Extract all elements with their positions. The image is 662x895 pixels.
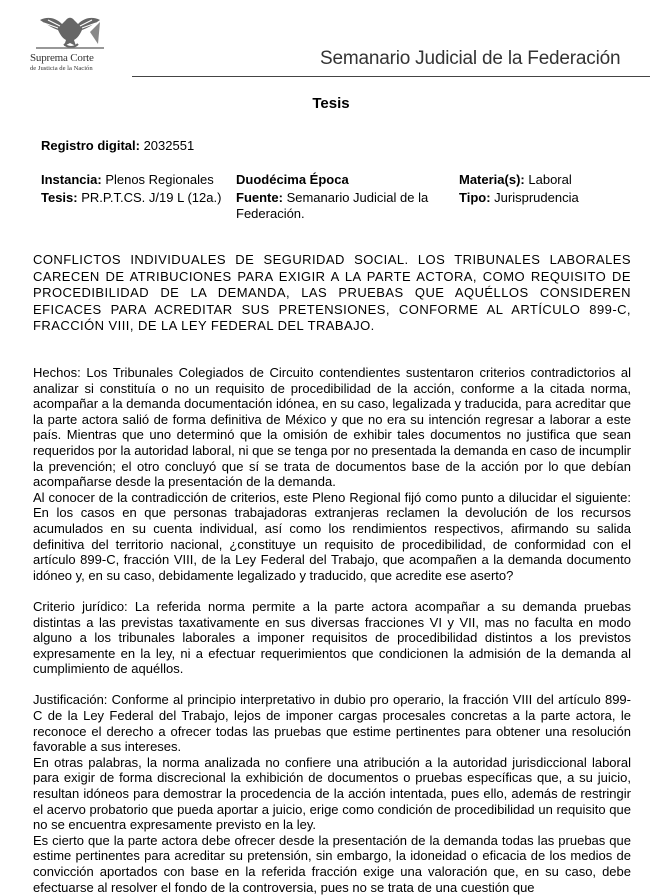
instancia-field: [41, 172, 231, 188]
rubro-line: PROCEDIBILIDAD DE LA DEMANDA, LAS PRUEBAS QUE AQUÉLLOS CONSIDEREN: [33, 285, 631, 300]
document-type-heading: Tesis: [312, 95, 350, 112]
fuente-field: [236, 190, 451, 222]
registro-digital: [41, 138, 194, 153]
eagle-emblem-icon: [34, 14, 106, 52]
tesis-value: PR.P.T.CS. J/19 L (12a.): [81, 190, 222, 205]
otras-paragraph: En otras palabras, la norma analizada no confiere una atribución a la autoridad jurisdiccional laboral para exigir de forma discrecional la exhibición de documentos o pruebas específicas que, a su juicio, resultan idóneos para demostrar la procedencia de la acción intentada, pues ello, además de restringir el acervo probatorio que pueda aportar a juicio, erige como condición de procedibilidad un requisito que no se encuentra expresamente previsto en la ley.: [33, 754, 631, 833]
cierto-paragraph: Es cierto que la parte actora debe ofrecer desde la presentación de la demanda todas las pruebas que estime pertinentes para acreditar su pretensión, sin embargo, la idoneidad o eficacia de los medios de convicción aportados con base en la referida fracción exige una valoración que, en su caso, debe efectuarse al resolver el fondo de la controversia, pues no se trata de una cuestión que: [33, 832, 631, 895]
materia-value: Laboral: [528, 172, 572, 187]
rubro-heading: [33, 252, 631, 318]
registro-value: 2032551: [143, 138, 195, 153]
materia-field: [459, 172, 654, 188]
logo-line-2: de Justicia de la Nación: [30, 65, 93, 72]
epoca-field: [236, 172, 451, 188]
rubro-heading-last-line: FRACCIÓN VIII, DE LA LEY FEDERAL DEL TRABAJO.: [33, 318, 375, 333]
tesis-field: [41, 190, 231, 206]
page-header: [0, 0, 662, 82]
registro-label: Registro digital:: [41, 138, 140, 153]
rubro-line: CONFLICTOS INDIVIDUALES DE SEGURIDAD SOCIAL. LOS TRIBUNALES LABORALES: [33, 252, 631, 267]
scjn-logo: [30, 14, 110, 76]
instancia-label: Instancia:: [41, 172, 102, 187]
thesis-body: [33, 365, 631, 895]
criterio-paragraph: Criterio jurídico: La referida norma permite a la parte actora acompañar a su demanda pruebas distintas a las previstas taxativamente en sus diversas fracciones VI y VII, mas no faculta en modo alguno a los tribunales laborales a imponer requisitos de procedibilidad distintos a los previstos expresamente en la ley, ni a efectuar requerimientos que condicionen la admisión de la demanda al cumplimiento de aquéllos.: [33, 598, 631, 677]
tipo-value: Jurisprudencia: [494, 190, 579, 205]
materia-label: Materia(s):: [459, 172, 525, 187]
rubro-line: CARECEN DE ATRIBUCIONES PARA EXIGIR A LA PARTE ACTORA, COMO REQUISITO DE: [33, 268, 631, 284]
epoca-value: Duodécima Época: [236, 172, 349, 187]
logo-line-1: Suprema Corte: [30, 52, 94, 64]
tesis-label: Tesis:: [41, 190, 78, 205]
fuente-value: Semanario Judicial de la Federación.: [236, 190, 429, 221]
rubro-line: EFICACES PARA ACREDITAR SUS PRETENSIONES, CONFORME AL ARTÍCULO 899-C,: [33, 301, 631, 317]
fuente-label: Fuente:: [236, 190, 283, 205]
justificacion-paragraph: Justificación: Conforme al principio interpretativo in dubio pro operario, la fracción VIII del artículo 899-C de la Ley Federal del Trabajo, lejos de imponer cargas procesales concretas a la parte actora, le reconoce el derecho a ofrecer todas las pruebas que estime pertinentes para obtener una resolución favorable a sus intereses.: [33, 692, 631, 755]
tipo-field: [459, 190, 654, 206]
punto-paragraph: Al conocer de la contradicción de criterios, este Pleno Regional fijó como punto a dilucidar el siguiente: En los casos en que personas trabajadoras extranjeras reclamen la devolución de los recursos acumulados en su cuenta individual, así como los rendimientos respectivos, afirmando su salida definitiva del territorio nacional, ¿constituye un requisito de procedibilidad, de conformidad con el artículo 899-C, fracción VIII, de la Ley Federal del Trabajo, que acompañen a la demanda documento idóneo y, en su caso, debidamente legalizado y traducido, que acredite ese aserto?: [33, 489, 631, 583]
instancia-value: Plenos Regionales: [105, 172, 214, 187]
hechos-paragraph: Hechos: Los Tribunales Colegiados de Circuito contendientes sustentaron criterios contradictorios al analizar si constituía o no un requisito de procedibilidad de la acción, conforme a la citada norma, acompañar a la demanda documentación idónea, en su caso, legalizada y traducida, para acreditar que la parte actora salió de forma definitiva de México y que no era su intención regresar a laborar a este país. Mientras que uno determinó que la omisión de exhibir tales documentos no justifica que sean requeridos por la autoridad laboral, ni que se tenga por no presentada la demanda en caso de incumplir la prevención; el otro concluyó que sí se trata de documentos base de la acción por lo que debían acompañarse desde la presentación de la demanda.: [33, 365, 631, 490]
site-title: Semanario Judicial de la Federación: [320, 48, 621, 69]
header-divider: [132, 76, 650, 77]
tipo-label: Tipo:: [459, 190, 491, 205]
